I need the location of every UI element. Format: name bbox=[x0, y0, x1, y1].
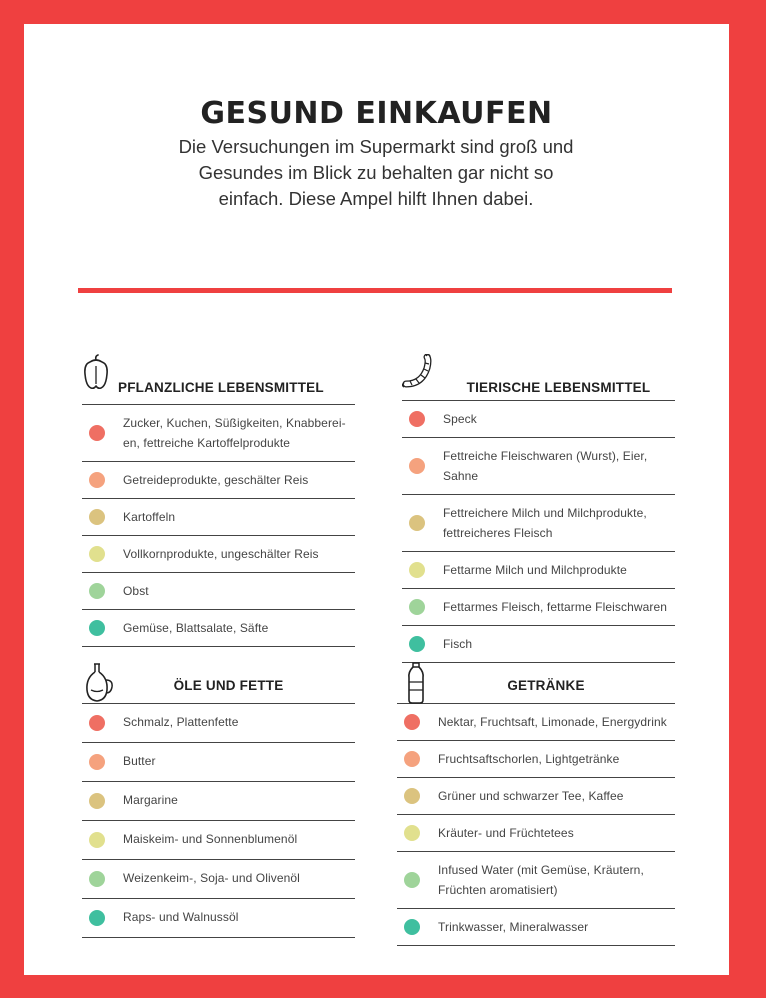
traffic-light-dot bbox=[89, 583, 105, 599]
traffic-light-dot bbox=[409, 636, 425, 652]
traffic-light-dot bbox=[89, 793, 105, 809]
list-item bbox=[402, 552, 675, 589]
item-label: Nektar, Fruchtsaft, Limonade, Energydrink bbox=[438, 715, 667, 729]
traffic-light-dot bbox=[89, 546, 105, 562]
traffic-light-dot bbox=[409, 599, 425, 615]
pepper-icon bbox=[82, 354, 110, 392]
section-title: GETRÄNKE bbox=[507, 678, 585, 693]
list-item bbox=[82, 405, 355, 462]
traffic-light-dot bbox=[89, 754, 105, 770]
traffic-light-dot bbox=[404, 919, 420, 935]
item-label: Butter bbox=[123, 754, 156, 768]
traffic-light-dot bbox=[404, 751, 420, 767]
info-card bbox=[24, 24, 729, 975]
food-list bbox=[402, 400, 675, 663]
section-oils-fats bbox=[82, 662, 355, 938]
list-item bbox=[402, 589, 675, 626]
item-label: Maiskeim- und Sonnenblumenöl bbox=[123, 832, 298, 846]
item-label: Getreideprodukte, geschälter Reis bbox=[123, 473, 309, 487]
item-label: Obst bbox=[123, 584, 149, 598]
section-title: ÖLE UND FETTE bbox=[173, 678, 284, 693]
section-header bbox=[402, 354, 675, 404]
list-item bbox=[397, 815, 675, 852]
food-list bbox=[397, 703, 675, 946]
list-item bbox=[82, 860, 355, 899]
item-label: Fettreichere Milch und Milchprodukte, fettreicheres Fleisch bbox=[443, 506, 647, 540]
list-item bbox=[82, 821, 355, 860]
list-item bbox=[82, 573, 355, 610]
item-label: Margarine bbox=[123, 793, 178, 807]
section-beverages bbox=[397, 662, 675, 946]
item-label: Speck bbox=[443, 412, 477, 426]
list-item bbox=[402, 495, 675, 552]
section-header bbox=[82, 662, 355, 708]
food-list bbox=[82, 404, 355, 647]
traffic-light-dot bbox=[89, 871, 105, 887]
item-label: Kräuter- und Früchtetees bbox=[438, 826, 574, 840]
section-header bbox=[82, 354, 355, 404]
traffic-light-dot bbox=[404, 714, 420, 730]
section-plant-foods bbox=[82, 354, 355, 647]
list-item bbox=[82, 536, 355, 573]
traffic-light-dot bbox=[409, 515, 425, 531]
traffic-light-dot bbox=[409, 411, 425, 427]
traffic-light-dot bbox=[89, 472, 105, 488]
section-header bbox=[397, 662, 675, 708]
divider bbox=[78, 288, 672, 293]
traffic-light-dot bbox=[89, 715, 105, 731]
traffic-light-dot bbox=[89, 425, 105, 441]
item-label: Fettarmes Fleisch, fettarme Fleischwaren bbox=[443, 600, 668, 614]
item-label: Fisch bbox=[443, 637, 473, 651]
page-title: GESUND EINKAUFEN bbox=[200, 96, 553, 131]
traffic-light-dot bbox=[404, 825, 420, 841]
item-label: Kartoffeln bbox=[123, 510, 176, 524]
item-label: Trinkwasser, Mineralwasser bbox=[438, 920, 589, 934]
list-item bbox=[82, 782, 355, 821]
traffic-light-dot bbox=[404, 872, 420, 888]
sausage-icon bbox=[402, 354, 438, 394]
item-label: Raps- und Walnussöl bbox=[123, 910, 239, 924]
traffic-light-dot bbox=[89, 620, 105, 636]
traffic-light-dot bbox=[409, 458, 425, 474]
intro-text: Die Versuchungen im Supermarkt sind groß und Gesundes im Blick zu behalten gar nicht so einfach. Diese Ampel hilft Ihnen dabei. bbox=[178, 136, 574, 209]
list-item bbox=[397, 909, 675, 946]
list-item bbox=[397, 704, 675, 741]
list-item bbox=[397, 741, 675, 778]
traffic-light-dot bbox=[404, 788, 420, 804]
traffic-light-dot bbox=[409, 562, 425, 578]
list-item bbox=[82, 499, 355, 536]
food-list bbox=[82, 703, 355, 938]
item-label: Schmalz, Plattenfette bbox=[123, 715, 239, 729]
list-item bbox=[82, 743, 355, 782]
item-label: Infused Water (mit Gemüse, Kräutern, Früchten aromatisiert) bbox=[438, 863, 644, 897]
traffic-light-dot bbox=[89, 910, 105, 926]
list-item bbox=[82, 462, 355, 499]
list-item bbox=[82, 610, 355, 647]
item-label: Fettreiche Fleischwaren (Wurst), Eier, Sahne bbox=[443, 449, 648, 483]
item-label: Fruchtsaftschorlen, Lightgetränke bbox=[438, 752, 620, 766]
item-label: Zucker, Kuchen, Süßigkeiten, Knabberei- en, fettreiche Kartoffelprodukte bbox=[123, 416, 346, 450]
list-item bbox=[402, 401, 675, 438]
traffic-light-dot bbox=[89, 832, 105, 848]
list-item bbox=[82, 704, 355, 743]
list-item bbox=[397, 852, 675, 909]
item-label: Grüner und schwarzer Tee, Kaffee bbox=[438, 789, 624, 803]
section-title: TIERISCHE LEBENSMITTEL bbox=[466, 380, 651, 395]
list-item bbox=[402, 438, 675, 495]
item-label: Gemüse, Blattsalate, Säfte bbox=[123, 621, 269, 635]
list-item bbox=[397, 778, 675, 815]
list-item bbox=[402, 626, 675, 663]
item-label: Vollkornprodukte, ungeschälter Reis bbox=[123, 547, 319, 561]
section-animal-foods bbox=[402, 354, 675, 663]
item-label: Weizenkeim-, Soja- und Olivenöl bbox=[123, 871, 300, 885]
section-title: PFLANZLICHE LEBENSMITTEL bbox=[118, 380, 324, 395]
traffic-light-dot bbox=[89, 509, 105, 525]
item-label: Fettarme Milch und Milchprodukte bbox=[443, 563, 627, 577]
list-item bbox=[82, 899, 355, 938]
